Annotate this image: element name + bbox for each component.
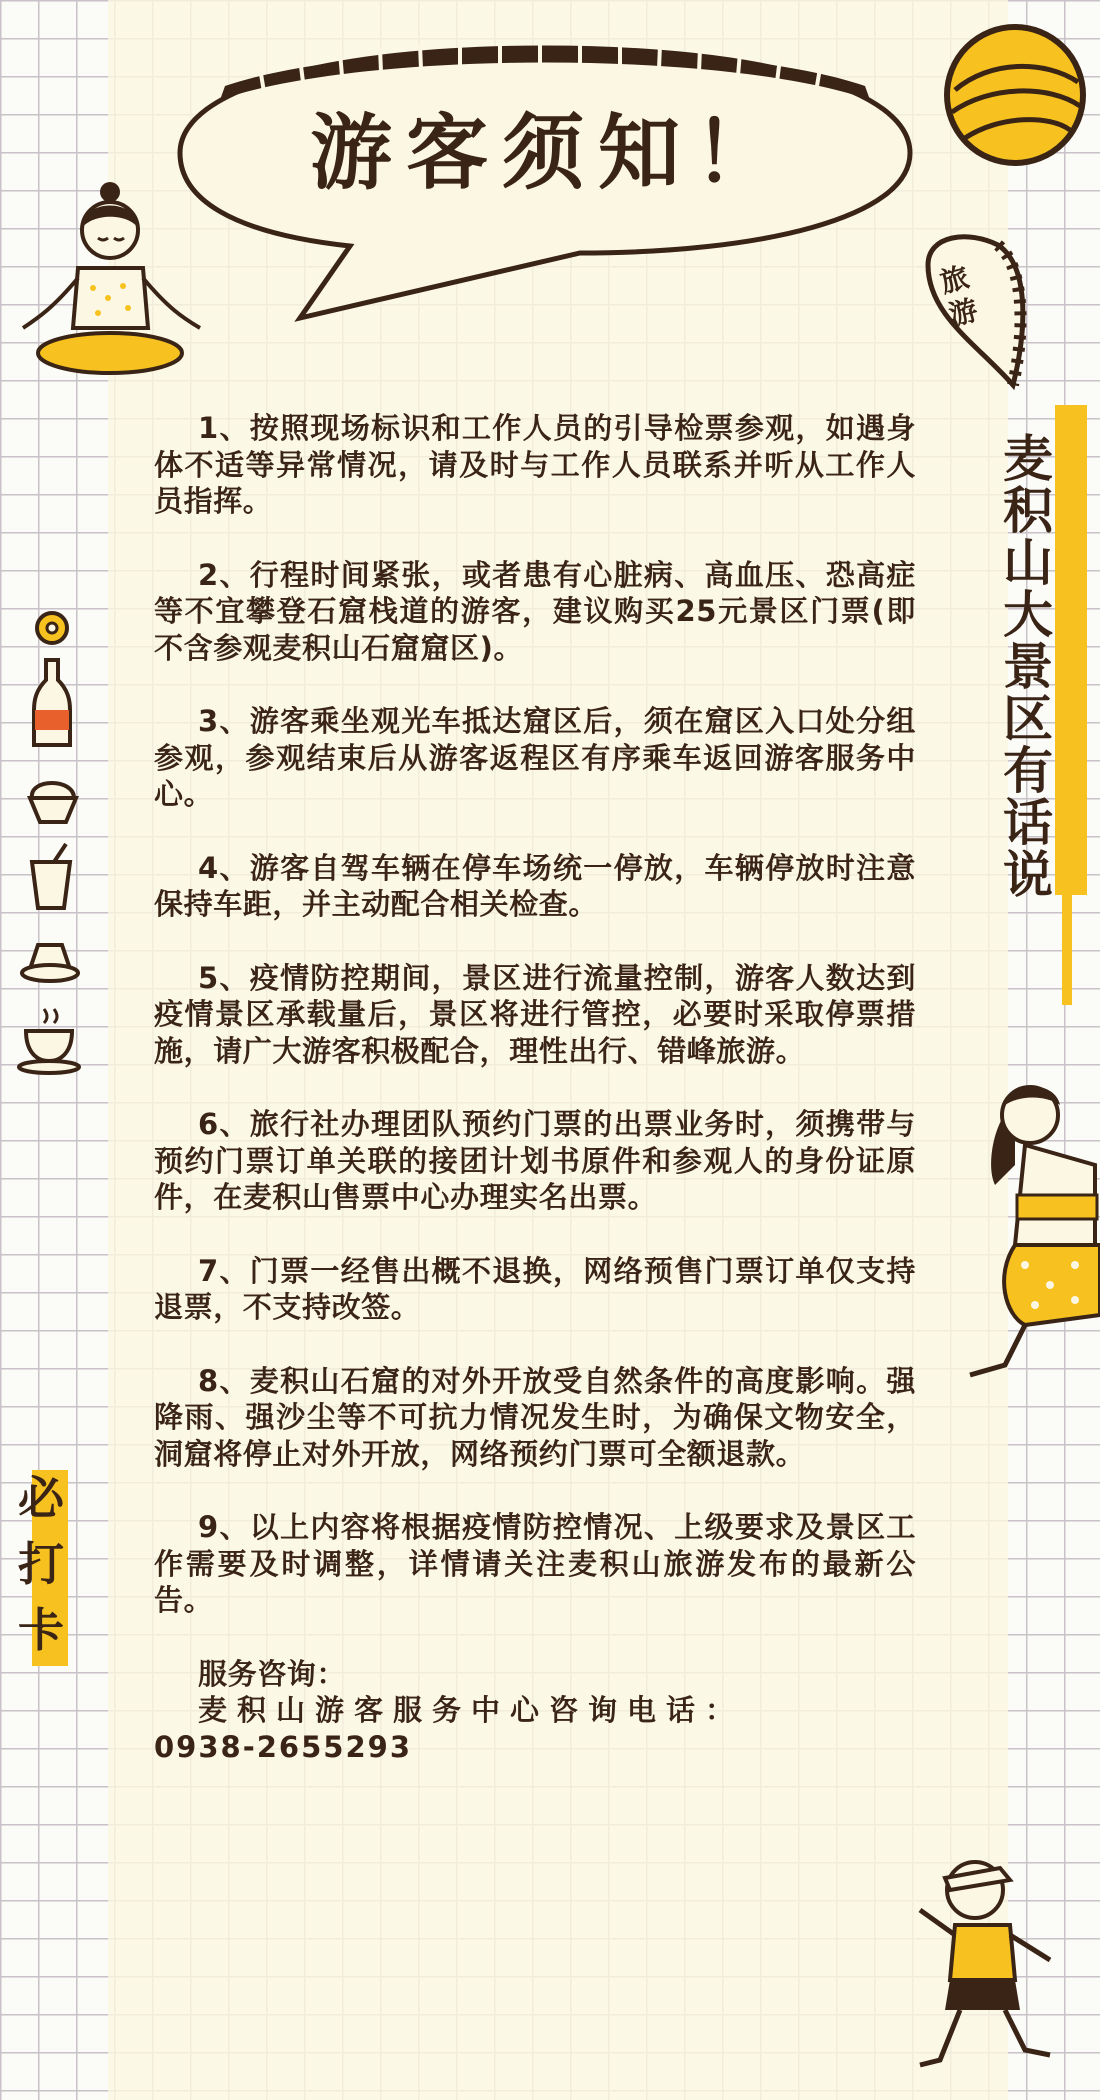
side-title-char: 山 <box>1003 533 1053 592</box>
notice-item: 9、以上内容将根据疫情防控情况、上级要求及景区工作需要及时调整，详情请关注麦积山旅游发布的最新公告。 <box>154 1510 916 1617</box>
side-title-char: 积 <box>1003 481 1053 540</box>
notice-item: 5、疫情防控期间，景区进行流量控制，游客人数达到疫情景区承载量后，景区将进行管控，必要时采取停票措施，请广大游客积极配合，理性出行、错峰旅游。 <box>154 960 916 1068</box>
donut-icon <box>32 608 72 648</box>
side-title-bar-b <box>1062 880 1072 1005</box>
stamp-text <box>18 1465 88 1663</box>
notice-item: 6、旅行社办理团队预约门票的出票业务时，须携带与预约门票订单关联的接团计划书原件和参观人的身份证原件，在麦积山售票中心办理实名出票。 <box>154 1107 916 1214</box>
notice-item: 3、游客乘坐观光车抵达窟区后，须在窟区入口处分组参观，参观结束后从游客返程区有序乘车返回游客服务中心。 <box>154 704 916 811</box>
side-title-char: 景 <box>1003 637 1053 696</box>
running-kid-icon <box>900 1850 1070 2090</box>
side-title-char: 区 <box>1003 689 1053 748</box>
page-title: 游客须知！ <box>309 105 790 201</box>
notice-item: 2、行程时间紧张，或者患有心脏病、高血压、恐高症等不宜攀登石窟栈道的游客，建议购买25元景区门票(即不含参观麦积山石窟窟区)。 <box>154 557 916 665</box>
ice-cream-icon <box>24 768 82 826</box>
notice-item: 4、游客自驾车辆在停车场统一停放，车辆停放时注意保持车距，并主动配合相关检查。 <box>154 850 916 921</box>
side-title <box>998 429 1058 904</box>
side-title-char: 麦 <box>1003 429 1053 488</box>
side-title-char: 有 <box>1003 741 1053 800</box>
notice-item: 1、按照现场标识和工作人员的引导检票参观，如遇身体不适等异常情况，请及时与工作人员联系并听从工作人员指挥。 <box>154 411 916 518</box>
ball-icon <box>940 20 1090 170</box>
travel-tag-text: 旅游 <box>936 260 982 333</box>
drink-cup-icon <box>26 842 76 912</box>
side-title-char: 话 <box>1003 793 1053 852</box>
running-woman-icon <box>955 1075 1100 1385</box>
contact-label: 服务咨询： <box>198 1656 347 1691</box>
notice-list <box>154 410 916 1765</box>
stamp-char: 卡 <box>18 1603 64 1657</box>
side-title-bar-a <box>1055 405 1087 895</box>
contact-phone[interactable]: 0938-2655293 <box>154 1729 412 1764</box>
notice-item: 7、门票一经售出概不退换，网络预售门票订单仅支持退票，不支持改签。 <box>154 1253 916 1324</box>
stamp-char: 打 <box>18 1537 64 1591</box>
coffee-cup-icon <box>16 1005 86 1075</box>
side-title-char: 大 <box>1003 585 1053 644</box>
meditating-girl-icon <box>18 168 203 378</box>
contact-line: 麦积山游客服务中心咨询电话： <box>198 1693 745 1727</box>
soda-bottle-icon <box>30 655 74 750</box>
pudding-icon <box>18 935 82 985</box>
stamp-char: 必 <box>18 1471 64 1525</box>
contact-section <box>154 1656 916 1766</box>
side-title-char: 说 <box>1003 845 1053 904</box>
notice-item: 8、麦积山石窟的对外开放受自然条件的高度影响。强降雨、强沙尘等不可抗力情况发生时，为确保文物安全，洞窟将停止对外开放，网络预约门票可全额退款。 <box>154 1363 916 1471</box>
